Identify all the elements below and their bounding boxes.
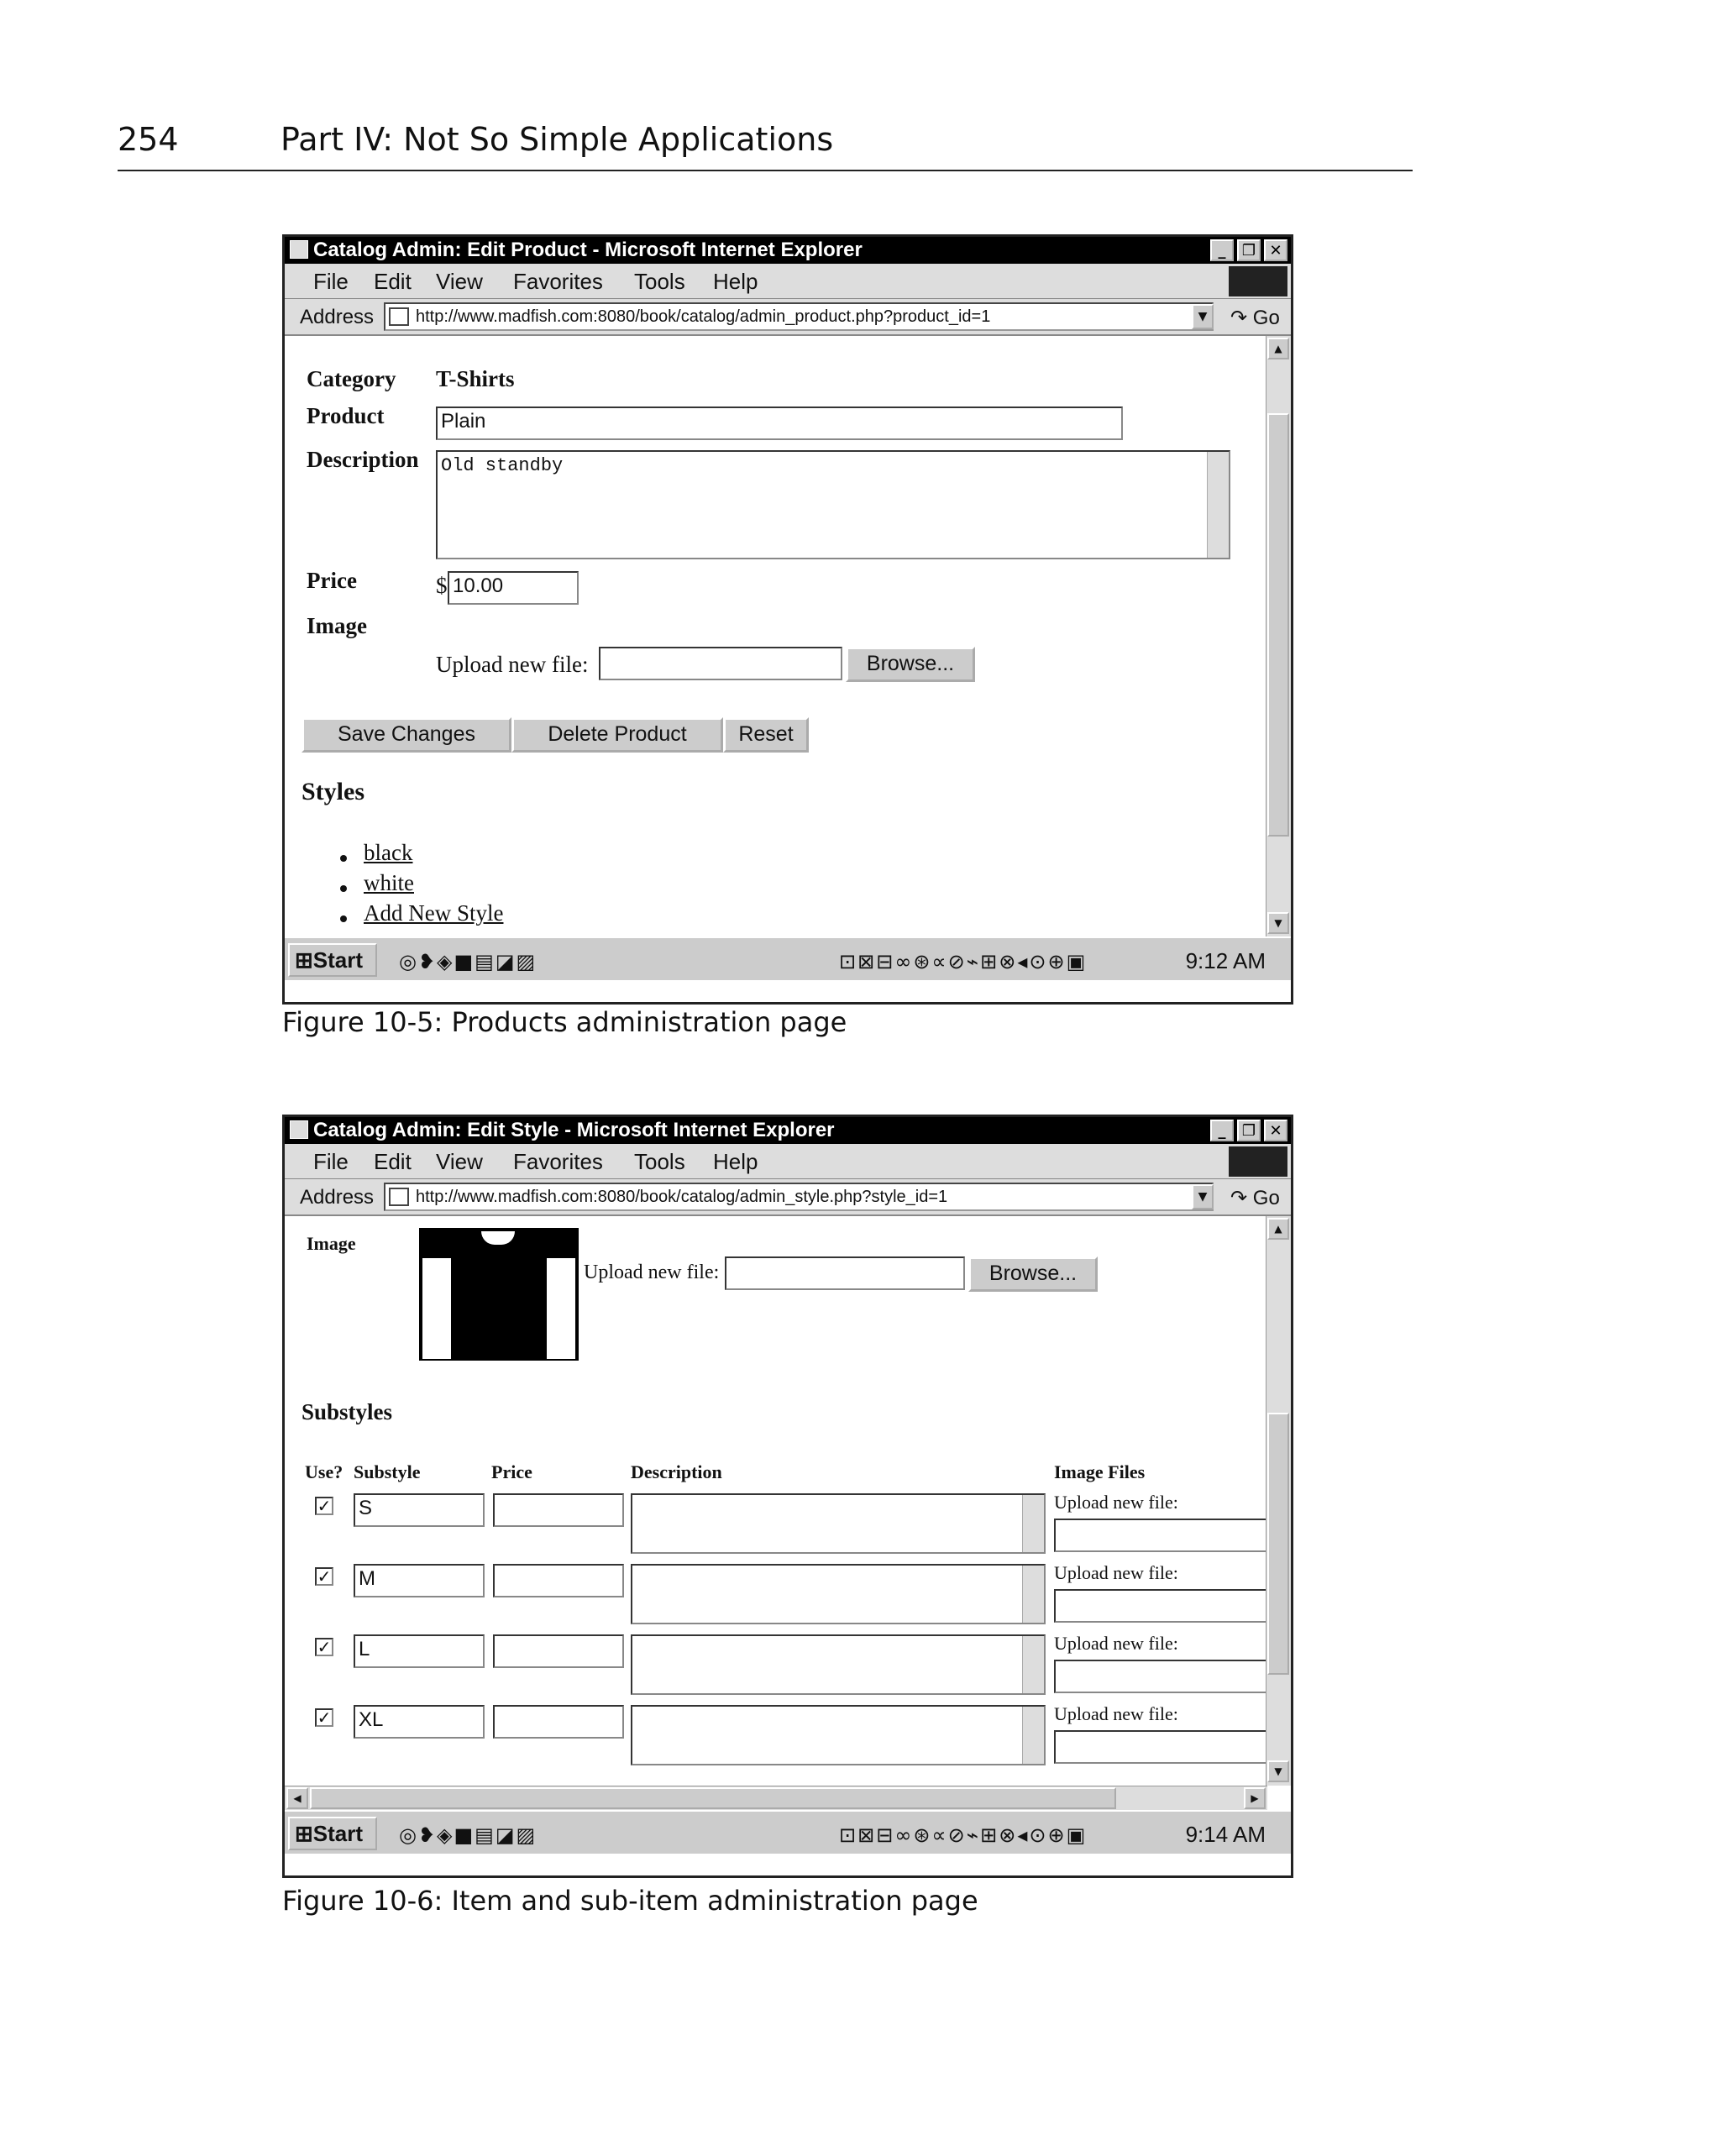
- clock: 9:14 AM: [1185, 1822, 1266, 1847]
- menu-file[interactable]: File: [313, 269, 349, 294]
- scroll-thumb[interactable]: [1267, 413, 1289, 837]
- price-input[interactable]: [493, 1564, 624, 1597]
- start-button[interactable]: ⊞Start: [288, 1817, 377, 1850]
- figure-caption: Figure 10-6: Item and sub-item administration page: [282, 1885, 978, 1917]
- browse-button[interactable]: Browse...: [968, 1256, 1098, 1292]
- upload-label: Upload new file:: [1054, 1703, 1178, 1724]
- add-new-style-link[interactable]: Add New Style: [364, 900, 504, 926]
- table-row: [285, 1492, 1267, 1559]
- start-label: Start: [312, 947, 364, 973]
- description-textarea[interactable]: [631, 1634, 1046, 1695]
- substyle-input[interactable]: XL: [354, 1705, 485, 1739]
- image-file-input[interactable]: [1054, 1660, 1281, 1693]
- use-checkbox[interactable]: ✓: [315, 1708, 333, 1727]
- use-checkbox[interactable]: ✓: [315, 1567, 333, 1586]
- bullet: [340, 885, 347, 892]
- menu-file[interactable]: File: [313, 1149, 349, 1174]
- upload-file-input[interactable]: [599, 647, 842, 680]
- description-textarea[interactable]: [631, 1493, 1046, 1554]
- address-dropdown-button[interactable]: ▼: [1192, 304, 1214, 329]
- substyles-heading: Substyles: [302, 1399, 393, 1424]
- image-file-input[interactable]: [1054, 1519, 1281, 1552]
- ie-icon: [290, 1120, 308, 1139]
- style-link-white[interactable]: white: [364, 870, 414, 895]
- reset-button[interactable]: Reset: [723, 717, 809, 753]
- textarea-scrollbar[interactable]: [1022, 1495, 1044, 1552]
- minimize-button[interactable]: _: [1210, 1120, 1234, 1141]
- system-tray-icons[interactable]: ⊡⊠⊟∞⊛∝⊘⌁⊞⊗◂⊙⊕▣: [839, 1823, 1088, 1847]
- close-button[interactable]: ✕: [1264, 1120, 1287, 1141]
- price-input[interactable]: [493, 1705, 624, 1739]
- col-price: Price: [491, 1461, 532, 1482]
- browse-button[interactable]: Browse...: [846, 647, 975, 682]
- page-content: [285, 336, 1291, 936]
- ie-icon: [290, 240, 308, 259]
- address-field[interactable]: [384, 302, 1214, 331]
- textarea-scrollbar[interactable]: [1022, 1707, 1044, 1764]
- description-label: Description: [307, 447, 419, 472]
- menu-favorites[interactable]: Favorites: [513, 1149, 603, 1174]
- image-file-input[interactable]: [1054, 1589, 1281, 1623]
- category-value: T-Shirts: [436, 366, 515, 391]
- browser-window-edit-product: [282, 234, 1293, 1005]
- upload-label: Upload new file:: [584, 1262, 720, 1283]
- menu-bar: [285, 264, 1291, 299]
- bullet: [340, 855, 347, 862]
- window-title: Catalog Admin: Edit Style - Microsoft Internet Explorer: [313, 1119, 835, 1141]
- table-row: [285, 1562, 1267, 1629]
- page-icon: [389, 307, 409, 326]
- clock: 9:12 AM: [1185, 948, 1266, 973]
- taskbar: [285, 936, 1291, 980]
- address-label: Address: [300, 306, 375, 328]
- menu-help[interactable]: Help: [713, 269, 758, 294]
- page-icon: [389, 1188, 409, 1206]
- scroll-right-arrow[interactable]: ▶: [1244, 1787, 1266, 1809]
- windows-logo-icon: [1229, 1146, 1287, 1177]
- address-bar: [285, 299, 1291, 336]
- quick-launch-icons[interactable]: ◎❥◈■▤◪▨: [399, 1823, 538, 1847]
- image-label: Image: [307, 1233, 356, 1254]
- windows-logo-icon: [1229, 266, 1287, 296]
- style-link-black[interactable]: black: [364, 840, 413, 865]
- menu-bar: [285, 1144, 1291, 1179]
- page-content: [285, 1216, 1291, 1810]
- menu-help[interactable]: Help: [713, 1149, 758, 1174]
- table-row: [285, 1633, 1267, 1700]
- description-textarea[interactable]: [631, 1564, 1046, 1624]
- go-button[interactable]: ↷ Go: [1230, 1187, 1280, 1209]
- running-header: [118, 118, 1413, 171]
- col-substyle: Substyle: [354, 1461, 421, 1482]
- maximize-button[interactable]: ❐: [1237, 239, 1261, 261]
- upload-file-input[interactable]: [725, 1256, 965, 1290]
- upload-label: Upload new file:: [1054, 1492, 1178, 1513]
- product-input[interactable]: Plain: [436, 407, 1123, 440]
- address-dropdown-button[interactable]: ▼: [1192, 1184, 1214, 1209]
- delete-product-button[interactable]: Delete Product: [511, 717, 723, 753]
- scroll-left-arrow[interactable]: ◀: [286, 1787, 308, 1809]
- table-row: [285, 1703, 1267, 1770]
- price-input[interactable]: [493, 1634, 624, 1668]
- col-image-files: Image Files: [1054, 1461, 1146, 1482]
- menu-tools[interactable]: Tools: [634, 1149, 685, 1174]
- close-button[interactable]: ✕: [1264, 239, 1287, 261]
- image-label: Image: [307, 613, 367, 638]
- use-checkbox[interactable]: ✓: [315, 1638, 333, 1656]
- upload-label: Upload new file:: [1054, 1633, 1178, 1654]
- page-number: 254: [118, 121, 179, 158]
- image-file-input[interactable]: [1054, 1730, 1281, 1764]
- col-description: Description: [631, 1461, 722, 1482]
- product-label: Product: [307, 403, 385, 428]
- scroll-up-arrow[interactable]: ▲: [1267, 1218, 1289, 1240]
- start-button[interactable]: ⊞Start: [288, 943, 377, 977]
- menu-view[interactable]: View: [436, 269, 483, 294]
- go-label: Go: [1252, 307, 1280, 329]
- description-textarea[interactable]: [631, 1705, 1046, 1765]
- price-input[interactable]: [493, 1493, 624, 1527]
- quick-launch-icons[interactable]: ◎❥◈■▤◪▨: [399, 950, 538, 973]
- styles-heading: Styles: [302, 778, 364, 805]
- url-text: http://www.madfish.com:8080/book/catalog/admin_product.php?product_id=1: [416, 307, 991, 326]
- upload-label: Upload new file:: [436, 652, 589, 677]
- menu-edit[interactable]: Edit: [374, 1149, 412, 1174]
- system-tray-icons[interactable]: ⊡⊠⊟∞⊛∝⊘⌁⊞⊗◂⊙⊕▣: [839, 950, 1088, 973]
- address-field[interactable]: [384, 1183, 1214, 1211]
- substyle-input[interactable]: S: [354, 1493, 485, 1527]
- figure-caption: Figure 10-5: Products administration page: [282, 1006, 847, 1038]
- vertical-scrollbar[interactable]: [1266, 336, 1291, 936]
- description-text: Old standby: [441, 455, 564, 476]
- substyle-input[interactable]: L: [354, 1634, 485, 1668]
- description-textarea[interactable]: [436, 450, 1230, 559]
- price-label: Price: [307, 568, 357, 593]
- upload-label: Upload new file:: [1054, 1562, 1178, 1583]
- start-label: Start: [312, 1821, 364, 1846]
- chapter-title: Part IV: Not So Simple Applications: [281, 121, 834, 158]
- go-label: Go: [1252, 1187, 1280, 1209]
- scroll-thumb-horizontal[interactable]: [310, 1787, 1116, 1809]
- substyle-input[interactable]: M: [354, 1564, 485, 1597]
- address-label: Address: [300, 1186, 375, 1209]
- tshirt-image: [419, 1228, 579, 1361]
- price-currency: $: [436, 573, 448, 598]
- go-button[interactable]: ↷ Go: [1230, 307, 1280, 329]
- menu-edit[interactable]: Edit: [374, 269, 412, 294]
- scroll-down-arrow[interactable]: ▼: [1267, 1760, 1289, 1782]
- menu-favorites[interactable]: Favorites: [513, 269, 603, 294]
- scroll-up-arrow[interactable]: ▲: [1267, 338, 1289, 359]
- textarea-scrollbar[interactable]: [1207, 452, 1229, 558]
- window-title: Catalog Admin: Edit Product - Microsoft Internet Explorer: [313, 239, 863, 261]
- use-checkbox[interactable]: ✓: [315, 1497, 333, 1515]
- vertical-scrollbar[interactable]: [1266, 1216, 1291, 1786]
- scroll-thumb[interactable]: [1267, 1413, 1289, 1675]
- title-bar: [285, 1117, 1291, 1144]
- textarea-scrollbar[interactable]: [1022, 1566, 1044, 1623]
- save-changes-button[interactable]: Save Changes: [302, 717, 511, 753]
- menu-tools[interactable]: Tools: [634, 269, 685, 294]
- menu-view[interactable]: View: [436, 1149, 483, 1174]
- bullet: [340, 915, 347, 922]
- textarea-scrollbar[interactable]: [1022, 1636, 1044, 1693]
- category-label: Category: [307, 366, 396, 391]
- taskbar: [285, 1810, 1291, 1854]
- minimize-button[interactable]: _: [1210, 239, 1234, 261]
- address-bar: [285, 1179, 1291, 1216]
- horizontal-scrollbar[interactable]: [285, 1786, 1267, 1810]
- price-input[interactable]: 10.00: [448, 571, 579, 605]
- title-bar: [285, 237, 1291, 264]
- col-use: Use?: [305, 1461, 343, 1482]
- url-text: http://www.madfish.com:8080/book/catalog/admin_style.php?style_id=1: [416, 1188, 948, 1206]
- scroll-down-arrow[interactable]: ▼: [1267, 912, 1289, 934]
- maximize-button[interactable]: ❐: [1237, 1120, 1261, 1141]
- browser-window-edit-style: [282, 1115, 1293, 1878]
